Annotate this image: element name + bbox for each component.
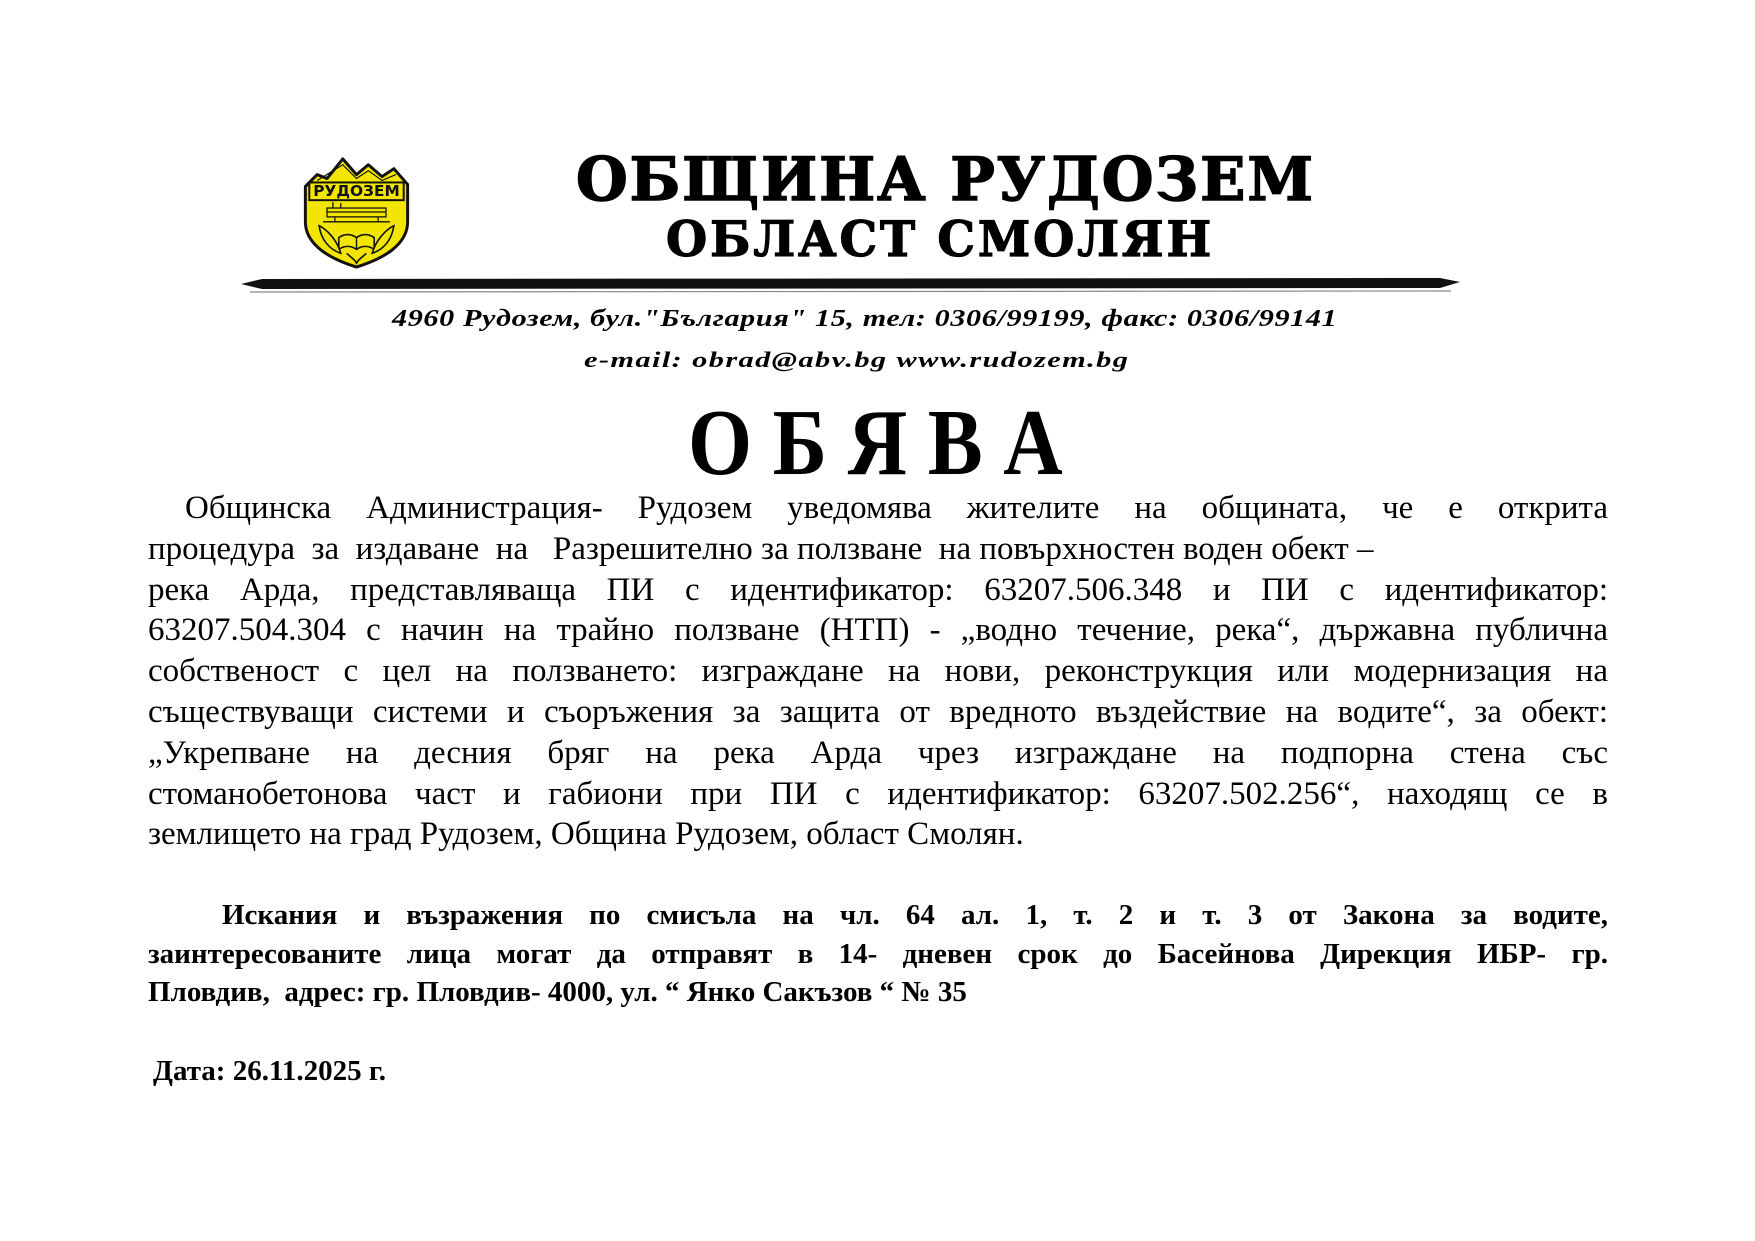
municipality-coat-of-arms-icon <box>297 151 416 269</box>
notice-date: Дата: 26.11.2025 г. <box>153 1055 387 1087</box>
address-line: 4960 Рудозем, бул."България" 15, тел: 0306/99199, факс: 0306/99141 <box>392 306 1338 332</box>
municipality-title: ОБЩИНА РУДОЗЕМ <box>576 145 1316 215</box>
body-line: землището на град Рудозем, Община Рудозем, област Смолян. <box>148 816 1024 853</box>
header-divider <box>236 272 1466 296</box>
body-line: процедура за издаване на Разрешително за ползване на повърхностен воден обект – <box>148 530 1374 567</box>
body-line: „Укрепване на десния бряг на река Арда чрез изграждане на подпорна стена със <box>148 734 1608 771</box>
body-line: собственост с цел на ползването: изграждане на нови, реконструкция или модернизация на <box>148 653 1608 690</box>
requests-paragraph <box>148 896 1608 1012</box>
shield-shape <box>305 159 407 267</box>
notice-heading: О Б Я В А <box>688 391 1063 495</box>
request-line: Искания и възражения по смисъла на чл. 64 ал. 1, т. 2 и т. 3 от Закона за водите, <box>222 899 1608 931</box>
logo-text: РУДОЗЕМ <box>313 183 400 201</box>
request-line: Пловдив, адрес: гр. Пловдив- 4000, ул. “ Янко Сакъзов “ № 35 <box>148 976 967 1009</box>
body-line: Общинска Администрация- Рудозем уведомява жителите на общината, че е открита <box>185 490 1608 526</box>
notice-body <box>148 488 1608 855</box>
body-line: 63207.504.304 с начин на трайно ползване (НТП) - „водно течение, река“, държавна публична <box>148 612 1608 649</box>
contacts-line: e-mail: obrad@abv.bg www.rudozem.bg <box>584 347 1130 372</box>
body-line: стоманобетонова част и габиони при ПИ с идентификатор: 63207.502.256“, находящ се в <box>148 775 1608 812</box>
request-line: заинтересованите лица могат да отправят в 14- дневен срок до Басейнова Дирекция ИБР- гр. <box>148 937 1608 970</box>
body-line: река Арда, представляваща ПИ с идентификатор: 63207.506.348 и ПИ с идентификатор: <box>148 571 1608 608</box>
region-subtitle: ОБЛАСТ СМОЛЯН <box>666 210 1215 268</box>
body-line: съществуващи системи и съоръжения за защита от вредното въздействие на водите“, за обект: <box>148 693 1608 730</box>
